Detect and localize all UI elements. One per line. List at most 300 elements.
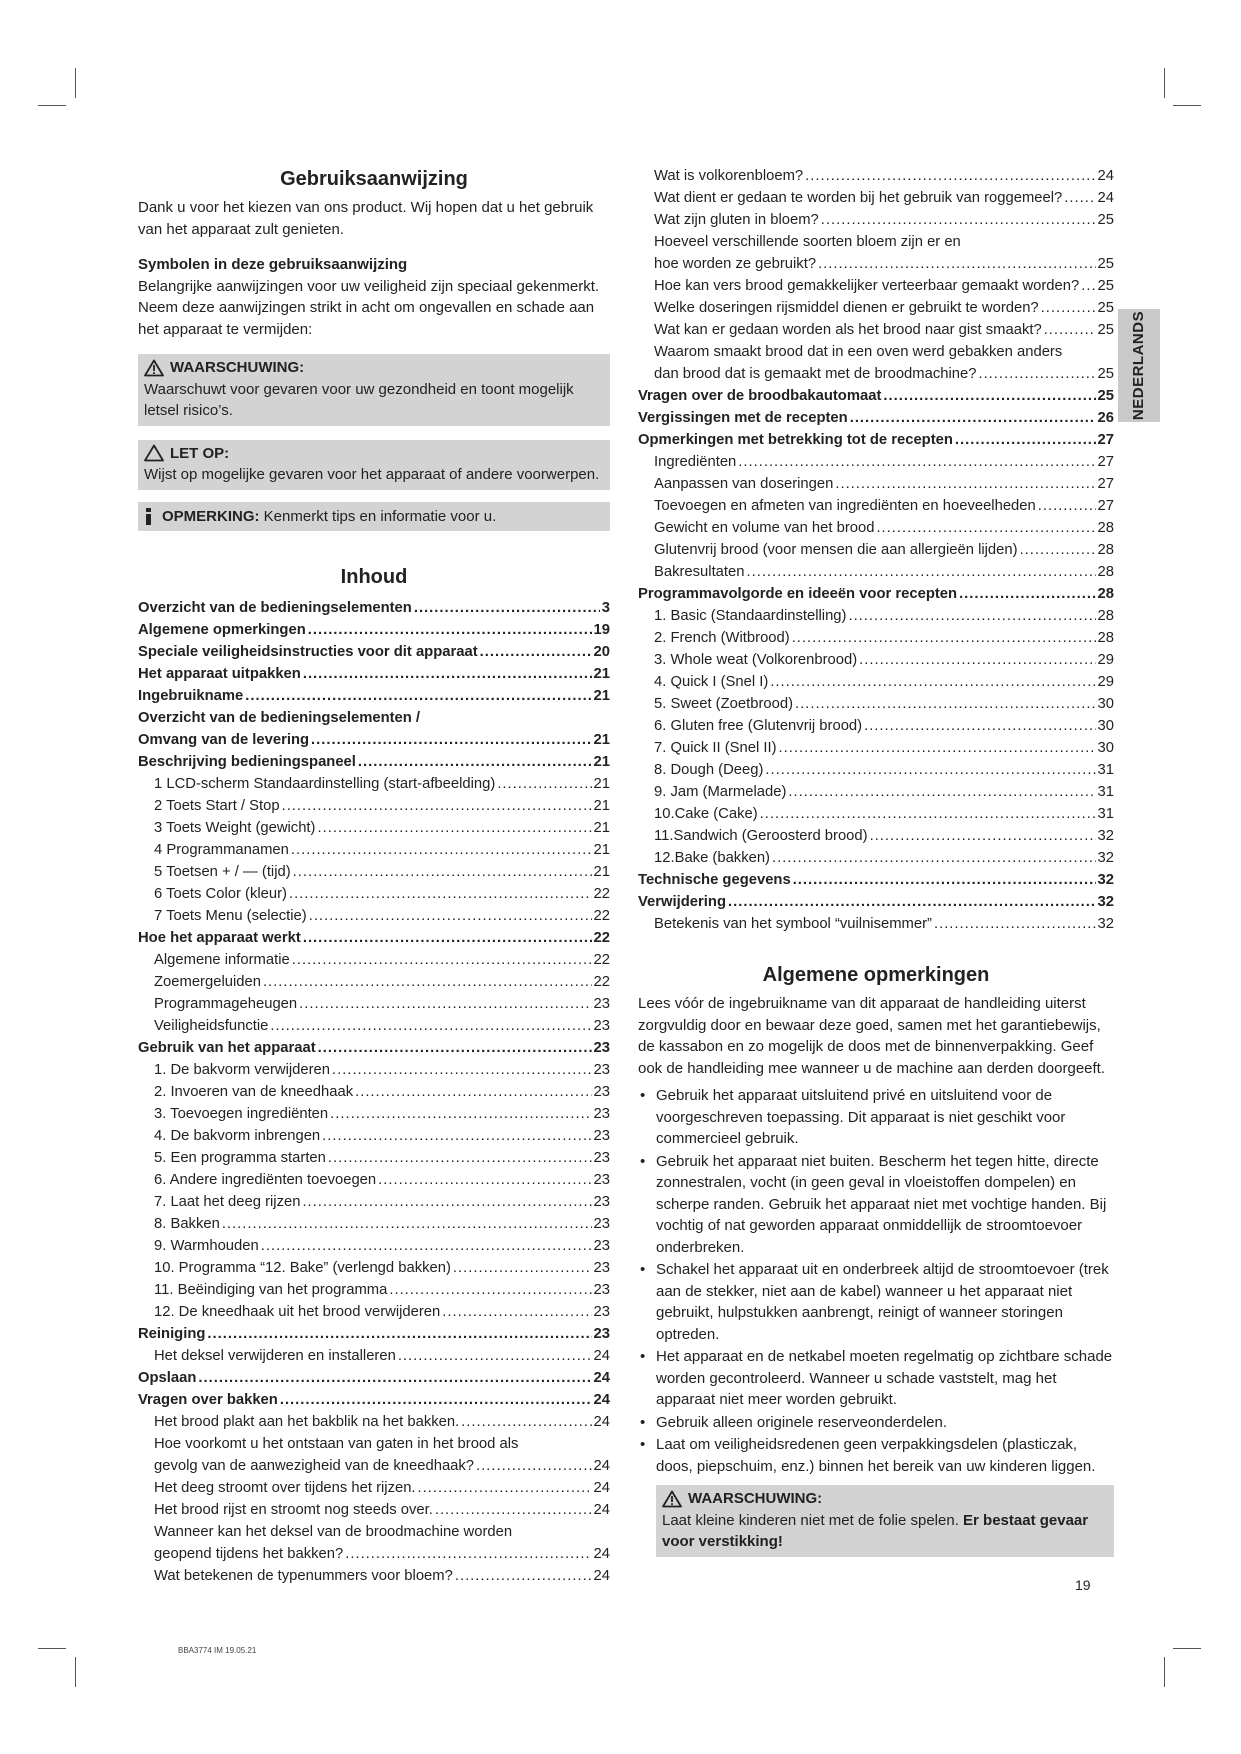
toc-entry-label: Overzicht van de bedieningselementen / (138, 710, 421, 726)
crop-mark (1164, 68, 1165, 98)
toc-entry (138, 619, 610, 641)
toc-entry-page: 23 (593, 1128, 610, 1144)
toc-entry-page: 3 (601, 600, 610, 616)
toc-entry-label: Algemene opmerkingen (138, 622, 306, 638)
note-title: OPMERKING: (162, 507, 260, 525)
toc-entry (138, 1147, 610, 1169)
warning-bold-text: Er bestaat gevaar voor verstikking! (662, 1511, 1089, 1550)
bullet-item: • Gebruik alleen originele reserveonderdelen. (638, 1412, 1114, 1434)
toc-entry-page: 32 (1097, 872, 1114, 888)
toc-leader-dots (198, 1367, 591, 1389)
warning-title-row (144, 357, 604, 379)
symbols-text: Belangrijke aanwijzingen voor uw veiligheid zijn speciaal gekenmerkt. Neem deze aanwijzingen strikt in acht om ongevallen en schade aan het apparaat te vermijden: (138, 277, 600, 338)
toc-entry-page: 28 (1097, 586, 1114, 602)
toc-entry (638, 605, 1114, 627)
toc-entry (138, 597, 610, 619)
caution-box (138, 440, 610, 490)
right-column (638, 165, 1114, 1557)
toc-entry-page: 31 (1097, 762, 1114, 778)
toc-entry (138, 1433, 610, 1455)
toc-entry-page: 23 (593, 1106, 610, 1122)
toc-entry-page: 24 (593, 1480, 610, 1496)
toc-entry-label: Opslaan (138, 1370, 197, 1386)
toc-entry-label: Betekenis van het symbool “vuilnisemmer” (654, 916, 932, 932)
toc-entry-label: 6. Andere ingrediënten toevoegen (154, 1172, 377, 1188)
toc-entry (138, 1191, 610, 1213)
toc-entry-page: 29 (1097, 652, 1114, 668)
caution-triangle-icon (144, 444, 164, 462)
toc-entry-page: 24 (593, 1502, 610, 1518)
toc-entry (138, 729, 610, 751)
toc-entry-label: 7 Toets Menu (selectie) (154, 908, 307, 924)
toc-entry (138, 1279, 610, 1301)
toc-entry (638, 869, 1114, 891)
warning-title-row (662, 1488, 1108, 1510)
toc-entry-page: 28 (1097, 608, 1114, 624)
symbols-heading: Symbolen in deze gebruiksaanwijzing (138, 256, 408, 273)
toc-entry-label: geopend tijdens het bakken? (154, 1546, 344, 1562)
toc-leader-dots (442, 1301, 591, 1323)
toc-entry-label: Hoe kan vers brood gemakkelijker verteerbaar gemaakt worden? (654, 278, 1080, 294)
toc-leader-dots (738, 451, 1095, 473)
toc-entry-page: 19 (593, 622, 610, 638)
toc-entry (138, 641, 610, 663)
warning-triangle-icon (662, 1490, 682, 1508)
toc-entry-label: Gebruik van het apparaat (138, 1040, 316, 1056)
toc-leader-dots (378, 1169, 591, 1191)
toc-entry-page: 23 (593, 1062, 610, 1078)
toc-entry-page: 27 (1097, 454, 1114, 470)
toc-entry-label: Programmageheugen (154, 996, 298, 1012)
toc-entry-label: Beschrijving bedieningspaneel (138, 754, 356, 770)
toc-entry (638, 847, 1114, 869)
toc-leader-dots (821, 209, 1096, 231)
toc-entry-page: 25 (1097, 366, 1114, 382)
toc-entry (638, 539, 1114, 561)
language-label: NEDERLANDS (1130, 310, 1148, 421)
general-heading: Algemene opmerkingen (762, 964, 990, 986)
toc-entry-label: Wat kan er gedaan worden als het brood naar gist smaakt? (654, 322, 1042, 338)
toc-entry (638, 495, 1114, 517)
toc-entry (638, 165, 1114, 187)
toc-entry (138, 1411, 610, 1433)
toc-entry-page: 27 (1097, 498, 1114, 514)
warning-box-children (656, 1485, 1114, 1557)
toc-leader-dots (455, 1565, 592, 1587)
language-tab (1118, 309, 1160, 422)
toc-leader-dots (870, 825, 1096, 847)
toc-entry-label: Opmerkingen met betrekking tot de recepten (638, 432, 953, 448)
toc-entry-label: Aanpassen van doseringen (654, 476, 834, 492)
toc-entry (138, 1125, 610, 1147)
toc-entry-label: Vragen over bakken (138, 1392, 278, 1408)
toc-leader-dots (1044, 319, 1096, 341)
toc-entry-label: 12.Bake (bakken) (654, 850, 770, 866)
toc-leader-dots (770, 671, 1095, 693)
toc-leader-dots (263, 971, 592, 993)
toc-entry-page: 23 (593, 1150, 610, 1166)
toc-entry-label: 7. Quick II (Snel II) (654, 740, 777, 756)
toc-entry (638, 363, 1114, 385)
toc-entry (138, 1345, 610, 1367)
toc-entry-label: 8. Bakken (154, 1216, 220, 1232)
toc-entry-label: 5 Toetsen + / — (tijd) (154, 864, 291, 880)
toc-entry (638, 473, 1114, 495)
toc-entry-label: Technische gegevens (638, 872, 791, 888)
toc-entry-label: Verwijdering (638, 894, 726, 910)
toc-entry (138, 663, 610, 685)
toc-leader-dots (835, 473, 1095, 495)
page-title: Gebruiksaanwijzing (280, 168, 468, 190)
caution-title-row (144, 443, 604, 465)
toc-leader-dots (245, 685, 591, 707)
toc-entry-label: 3. Toevoegen ingrediënten (154, 1106, 329, 1122)
toc-entry (138, 1323, 610, 1345)
toc-entry-page: 23 (593, 1326, 610, 1342)
toc-leader-dots (760, 803, 1096, 825)
toc-entry-label: Wat dient er gedaan te worden bij het gebruik van roggemeel? (654, 190, 1063, 206)
bullet-item: • Het apparaat en de netkabel moeten regelmatig op zichtbare schade worden gecontroleerd. Wanneer u schade vaststelt, mag het apparaat niet meer worden gebruikt. (638, 1346, 1114, 1411)
toc-entry-page: 21 (593, 798, 610, 814)
toc-leader-dots (322, 1125, 591, 1147)
toc-left (138, 597, 610, 1587)
crop-mark (75, 68, 76, 98)
toc-entry (638, 781, 1114, 803)
toc-entry-page: 23 (593, 1238, 610, 1254)
toc-entry-page: 25 (1097, 300, 1114, 316)
toc-leader-dots (317, 817, 591, 839)
toc-entry (638, 715, 1114, 737)
toc-entry-label: Gewicht en volume van het brood (654, 520, 875, 536)
toc-entry-page: 23 (593, 1018, 610, 1034)
toc-entry-label: 11.Sandwich (Geroosterd brood) (654, 828, 868, 844)
toc-entry-page: 31 (1097, 806, 1114, 822)
toc-entry-label: 4. De bakvorm inbrengen (154, 1128, 321, 1144)
toc-entry-page: 25 (1097, 388, 1114, 404)
toc-leader-dots (848, 605, 1095, 627)
toc-entry-label: 5. Sweet (Zoetbrood) (654, 696, 793, 712)
toc-leader-dots (955, 429, 1096, 451)
bullet-item: • Gebruik het apparaat uitsluitend privé en uitsluitend voor de voorgeschreven toepassing. Dit apparaat is niet geschikt voor commercieel gebruik. (638, 1085, 1114, 1150)
toc-entry-page: 32 (1097, 828, 1114, 844)
toc-leader-dots (280, 1389, 592, 1411)
toc-entry-label: 4 Programmanamen (154, 842, 289, 858)
toc-entry-label: Het brood plakt aan het bakblik na het bakken. (154, 1414, 460, 1430)
toc-entry-label: Wat zijn gluten in bloem? (654, 212, 819, 228)
note-box (138, 502, 610, 532)
toc-leader-dots (978, 363, 1095, 385)
toc-entry (138, 905, 610, 927)
toc-entry (138, 1235, 610, 1257)
toc-entry (138, 883, 610, 905)
toc-entry-page: 28 (1097, 520, 1114, 536)
toc-leader-dots (476, 1455, 592, 1477)
intro-text: Dank u voor het kiezen van ons product. Wij hopen dat u het gebruik van het apparaat zult genieten. (138, 199, 594, 238)
toc-entry-page: 23 (593, 1260, 610, 1276)
toc-entry-label: 6 Toets Color (kleur) (154, 886, 287, 902)
toc-entry (138, 1081, 610, 1103)
toc-entry-page: 23 (593, 1084, 610, 1100)
toc-leader-dots (303, 927, 592, 949)
toc-leader-dots (311, 729, 591, 751)
toc-leader-dots (818, 253, 1095, 275)
toc-entry (638, 759, 1114, 781)
toc-entry (138, 1213, 610, 1235)
toc-leader-dots (934, 913, 1096, 935)
toc-leader-dots (330, 1103, 591, 1125)
toc-entry (138, 1015, 610, 1037)
note-text: Kenmerkt tips en informatie voor u. (263, 507, 497, 525)
toc-entry-page: 21 (593, 754, 610, 770)
toc-entry-page: 24 (593, 1392, 610, 1408)
toc-entry-page: 23 (593, 1216, 610, 1232)
toc-entry-page: 25 (1097, 278, 1114, 294)
toc-leader-dots (461, 1411, 591, 1433)
toc-entry-page: 23 (593, 996, 610, 1012)
toc-entry (138, 707, 610, 729)
toc-leader-dots (302, 1191, 591, 1213)
toc-entry (638, 693, 1114, 715)
toc-entry-page: 21 (593, 864, 610, 880)
toc-entry-label: Toevoegen en afmeten van ingrediënten en hoeveelheden (654, 498, 1036, 514)
toc-leader-dots (1020, 539, 1096, 561)
caution-text: Wijst op mogelijke gevaren voor het apparaat of andere voorwerpen. (144, 466, 600, 483)
toc-entry (638, 319, 1114, 341)
toc-entry-page: 28 (1097, 564, 1114, 580)
toc-entry-label: 4. Quick I (Snel I) (654, 674, 769, 690)
toc-entry (638, 583, 1114, 605)
toc-entry-label: 1. De bakvorm verwijderen (154, 1062, 330, 1078)
toc-leader-dots (1038, 495, 1096, 517)
toc-entry-page: 22 (593, 886, 610, 902)
toc-leader-dots (859, 649, 1095, 671)
toc-entry-label: Het apparaat uitpakken (138, 666, 301, 682)
toc-entry (138, 773, 610, 795)
toc-entry-page: 32 (1097, 916, 1114, 932)
toc-leader-dots (261, 1235, 592, 1257)
toc-leader-dots (414, 597, 600, 619)
toc-leader-dots (480, 641, 592, 663)
toc-leader-dots (308, 619, 592, 641)
toc-entry-label: 6. Gluten free (Glutenvrij brood) (654, 718, 863, 734)
toc-leader-dots (289, 883, 592, 905)
toc-entry (138, 1521, 610, 1543)
toc-leader-dots (1081, 275, 1095, 297)
toc-leader-dots (358, 751, 592, 773)
toc-entry-page: 21 (593, 776, 610, 792)
toc-entry (638, 517, 1114, 539)
toc-entry (138, 1169, 610, 1191)
warning-title: WAARSCHUWING: (688, 1490, 823, 1507)
crop-mark (38, 105, 66, 106)
toc-leader-dots (497, 773, 591, 795)
toc-entry-page: 21 (593, 732, 610, 748)
toc-entry-label: 9. Warmhouden (154, 1238, 259, 1254)
toc-entry-label: 10. Programma “12. Bake” (verlengd bakken) (154, 1260, 451, 1276)
toc-entry-page: 24 (593, 1348, 610, 1364)
page-number: 19 (1075, 1577, 1091, 1593)
toc-entry-page: 28 (1097, 630, 1114, 646)
toc-leader-dots (850, 407, 1096, 429)
toc-entry (638, 231, 1114, 253)
toc-entry (638, 341, 1114, 363)
toc-entry (638, 451, 1114, 473)
toc-entry-page: 25 (1097, 256, 1114, 272)
toc-entry-page: 22 (593, 930, 610, 946)
toc-leader-dots (746, 561, 1095, 583)
toc-leader-dots (1041, 297, 1096, 319)
toc-entry-page: 26 (1097, 410, 1114, 426)
toc-entry-page: 27 (1097, 476, 1114, 492)
toc-leader-dots (299, 993, 591, 1015)
toc-leader-dots (765, 759, 1095, 781)
toc-entry-label: 5. Een programma starten (154, 1150, 326, 1166)
toc-entry-label: Wanneer kan het deksel van de broodmachine worden (154, 1524, 513, 1540)
toc-leader-dots (883, 385, 1095, 407)
toc-entry (138, 971, 610, 993)
toc-entry-label: Wat betekenen de typenummers voor bloem? (154, 1568, 453, 1584)
toc-entry (138, 1455, 610, 1477)
toc-entry (638, 275, 1114, 297)
toc-entry-label: Speciale veiligheidsinstructies voor dit apparaat (138, 644, 478, 660)
toc-entry-page: 24 (593, 1568, 610, 1584)
toc-entry-label: Zoemergeluiden (154, 974, 261, 990)
toc-entry-page: 22 (593, 952, 610, 968)
toc-entry-page: 25 (1097, 212, 1114, 228)
toc-entry-label: Hoe het apparaat werkt (138, 930, 301, 946)
footer-code: BBA3774 IM 19.05.21 (178, 1646, 257, 1655)
toc-entry-page: 30 (1097, 718, 1114, 734)
toc-entry-page: 23 (593, 1282, 610, 1298)
toc-leader-dots (318, 1037, 592, 1059)
toc-leader-dots (418, 1477, 592, 1499)
toc-entry-label: Welke doseringen rijsmiddel dienen er gebruikt te worden? (654, 300, 1039, 316)
toc-entry-label: Vergissingen met de recepten (638, 410, 848, 426)
toc-leader-dots (355, 1081, 591, 1103)
toc-leader-dots (792, 627, 1096, 649)
toc-entry-page: 21 (593, 688, 610, 704)
toc-entry-label: Ingebruikname (138, 688, 244, 704)
toc-leader-dots (779, 737, 1096, 759)
toc-leader-dots (876, 517, 1095, 539)
toc-entry (138, 1367, 610, 1389)
crop-mark (38, 1648, 66, 1649)
toc-entry-label: Veiligheidsfunctie (154, 1018, 269, 1034)
toc-entry-label: 1 LCD-scherm Standaardinstelling (start-afbeelding) (154, 776, 496, 792)
toc-entry-page: 25 (1097, 322, 1114, 338)
toc-entry-label: 9. Jam (Marmelade) (654, 784, 787, 800)
toc-entry (638, 649, 1114, 671)
toc-entry-label: Ingrediënten (654, 454, 737, 470)
toc-leader-dots (332, 1059, 592, 1081)
toc-entry (138, 949, 610, 971)
toc-entry-page: 30 (1097, 740, 1114, 756)
warning-triangle-icon (144, 359, 164, 377)
toc-entry (638, 737, 1114, 759)
toc-leader-dots (398, 1345, 592, 1367)
toc-entry (138, 927, 610, 949)
crop-mark (75, 1657, 76, 1687)
toc-entry-page: 24 (593, 1414, 610, 1430)
toc-entry-label: Wat is volkorenbloem? (654, 168, 804, 184)
toc-entry (138, 1103, 610, 1125)
toc-entry-page: 22 (593, 908, 610, 924)
toc-entry-label: Glutenvrij brood (voor mensen die aan allergieën lijden) (654, 542, 1018, 558)
toc-entry (638, 891, 1114, 913)
toc-leader-dots (793, 869, 1096, 891)
toc-entry-label: 11. Beëindiging van het programma (154, 1282, 388, 1298)
toc-leader-dots (795, 693, 1096, 715)
toc-entry (138, 861, 610, 883)
toc-right (638, 165, 1114, 935)
toc-leader-dots (291, 839, 592, 861)
toc-entry (138, 993, 610, 1015)
toc-entry (638, 407, 1114, 429)
toc-entry-page: 21 (593, 666, 610, 682)
toc-leader-dots (864, 715, 1095, 737)
toc-entry-label: Omvang van de levering (138, 732, 310, 748)
toc-entry-label: Hoe voorkomt u het ontstaan van gaten in het brood als (154, 1436, 519, 1452)
toc-entry-page: 23 (593, 1172, 610, 1188)
toc-entry (638, 825, 1114, 847)
toc-entry-label: 8. Dough (Deeg) (654, 762, 764, 778)
toc-leader-dots (293, 861, 592, 883)
toc-entry-page: 24 (1097, 190, 1114, 206)
toc-entry-label: Vragen over de broodbakautomaat (638, 388, 882, 404)
toc-entry-label: Het brood rijst en stroomt nog steeds over. (154, 1502, 433, 1518)
toc-entry (138, 1543, 610, 1565)
toc-entry-page: 21 (593, 842, 610, 858)
toc-entry-page: 28 (1097, 542, 1114, 558)
toc-entry (138, 685, 610, 707)
toc-leader-dots (453, 1257, 592, 1279)
toc-leader-dots (282, 795, 592, 817)
toc-entry (638, 187, 1114, 209)
toc-leader-dots (309, 905, 592, 927)
toc-entry (138, 1257, 610, 1279)
toc-entry-label: Bakresultaten (654, 564, 745, 580)
toc-entry-label: Programmavolgorde en ideeën voor recepten (638, 586, 958, 602)
toc-leader-dots (805, 165, 1095, 187)
toc-entry (638, 913, 1114, 935)
toc-entry (638, 671, 1114, 693)
toc-entry-label: Reiniging (138, 1326, 206, 1342)
toc-entry-label: Het deksel verwijderen en installeren (154, 1348, 396, 1364)
bullet-item: • Laat om veiligheidsredenen geen verpakkingsdelen (plasticzak, doos, piepschuim, enz.) binnen het bereik van uw kinderen liggen. (638, 1434, 1114, 1477)
toc-entry (638, 803, 1114, 825)
toc-entry-label: 3. Whole weat (Volkorenbrood) (654, 652, 858, 668)
toc-leader-dots (788, 781, 1095, 803)
warning-text: Waarschuwt voor gevaren voor uw gezondheid en toont mogelijk letsel risico’s. (144, 380, 574, 419)
toc-entry-page: 24 (593, 1546, 610, 1562)
toc-entry (138, 1059, 610, 1081)
toc-entry (638, 385, 1114, 407)
toc-leader-dots (435, 1499, 592, 1521)
toc-entry-page: 30 (1097, 696, 1114, 712)
toc-entry-label: gevolg van de aanwezigheid van de kneedhaak? (154, 1458, 475, 1474)
toc-entry-page: 21 (593, 820, 610, 836)
toc-entry-page: 32 (1097, 894, 1114, 910)
general-intro: Lees vóór de ingebruikname van dit apparaat de handleiding uiterst zorgvuldig door en bewaar deze goed, samen met het garantiebewijs, de kassabon en zo mogelijk de doos met de binnenverpakking. Geef ook de handleiding mee wanneer u de machine aan derden doorgeeft. (638, 995, 1106, 1077)
toc-entry (638, 429, 1114, 451)
toc-entry (138, 817, 610, 839)
toc-leader-dots (345, 1543, 591, 1565)
toc-leader-dots (207, 1323, 591, 1345)
toc-entry (138, 795, 610, 817)
toc-entry-page: 24 (593, 1458, 610, 1474)
crop-mark (1173, 1648, 1201, 1649)
toc-entry (638, 627, 1114, 649)
